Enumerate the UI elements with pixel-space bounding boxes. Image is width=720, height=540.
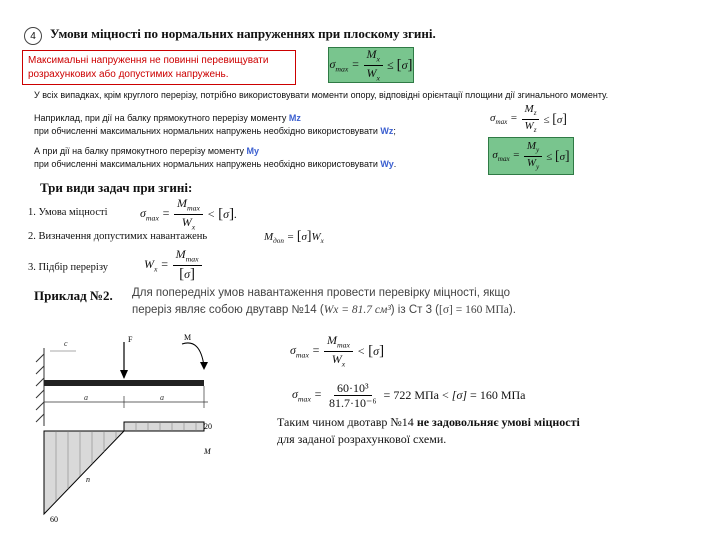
strength-formula-z: $\sigma_{max}$ = $\frac{M_z}{W_z}$ ≤ [σ] [490,103,567,134]
calc-result: 722 МПа [393,387,439,402]
moment-value-20: 20 [204,422,212,431]
example2-heading: Приклад №2. [34,288,113,303]
calc-allowable: 160 МПа [479,387,526,402]
conclusion-emphasis: не задовольняє умові міцності [416,415,580,429]
label-force-f: F [128,335,133,344]
example2-line-1: Для попередніх умов навантаження провести перевірку міцності, якщо [132,287,511,299]
span-label-a2: a [160,393,164,402]
note-line-1: Максимальні напруження не повинні перевищувати [28,55,269,66]
example2-text [132,285,692,318]
conclusion-text [277,414,697,448]
span-label-a1: a [84,393,88,402]
task-formula-1: $\sigma_{max}$ = $\frac{M_{max}}{W_x}$ < [σ]. [140,196,238,231]
example2-calculation: $\sigma_{max}$ = $\frac{\text{60·10³}}{\text{81.7·10⁻⁶}}$ = 722 МПа < [σ] = 160 МПа [292,380,526,410]
task-item-3: 3. Підбір перерізу [28,262,109,273]
label-moment-m: M [184,333,192,342]
example2-formula: $\sigma_{max}$ = $\frac{M_{max}}{W_x}$ < [σ] [290,333,385,368]
moment-diagram-label: M [204,447,211,456]
task-formula-3: $W_x$ = $\frac{M_{max}}{[\sigma]}$ [144,247,206,283]
strength-formula-main: $\sigma_{max}$ = $\frac{M_x}{W_x}$ ≤ [σ] [329,47,413,82]
example-my-text [34,145,474,171]
example-mz-line-1: Наприклад, при дії на балку прямокутного перерізу моменту Mz [34,113,301,123]
moment-mz: Mz [288,113,301,123]
diagram-label-n: n [86,475,90,484]
slide-number: 4 [30,30,36,42]
modulus-wz: Wz [380,126,394,137]
wall-support [36,348,44,426]
strength-formula-y: $\sigma_{max}$ = $\frac{M_y}{W_y}$ ≤ [σ] [488,137,574,175]
page-title: Умови міцності по нормальних напруженнях при плоскому згині. [50,26,436,41]
task-formula-2: $M_{доп} = [\sigma]W_x$ [264,228,324,246]
task-item-1: 1. Умова міцності [28,207,108,218]
note-line-2: розрахункових або допустимих напружень. [28,68,229,80]
example-my-line-2: при обчисленні максимальних нормальних напружень необхідно використовувати Wy. [34,159,397,170]
intro-text: У всіх випадках, крім круглого перерізу, потрібно використовувати моменти опору, відповідні орієнтації площини дії згинального моменту. [34,90,609,100]
conclusion-line-2: для заданої розрахункової схеми. [277,431,447,446]
example2-line-2: переріз являє собою двутавр №14 (Wx = 81.7 см³) із Ст 3 ([σ] = 160 МПа). [132,303,516,316]
slide-number-badge [24,27,42,45]
beam-diagram [32,326,232,526]
strength-note-box [22,50,296,85]
moment-value-60: 60 [50,515,58,524]
example-mz-line-2: при обчисленні максимальних нормальних напружень необхідно використовувати Wz; [34,126,396,137]
calc-denominator: 81.7·10⁻⁶ [329,395,377,410]
label-c: c [64,339,68,348]
sigma-value: [σ] = 160 МПа [439,303,509,316]
task-item-2: 2. Визначення допустимих навантажень [28,231,208,242]
modulus-wy: Wy [380,159,394,170]
example-my-line-1: А при дії на балку прямокутного перерізу моменту My [34,146,259,156]
beam [44,380,204,386]
tasks-heading: Три види задач при згині: [40,180,193,195]
moment-my: My [246,146,259,156]
conclusion-line-1: Таким чином двотавр №14 не задовольняє умові міцності [277,415,580,429]
example-mz-text [34,112,474,138]
wx-value: Wx = 81.7 см³ [323,303,391,316]
calc-numerator: 60·10³ [334,382,372,396]
